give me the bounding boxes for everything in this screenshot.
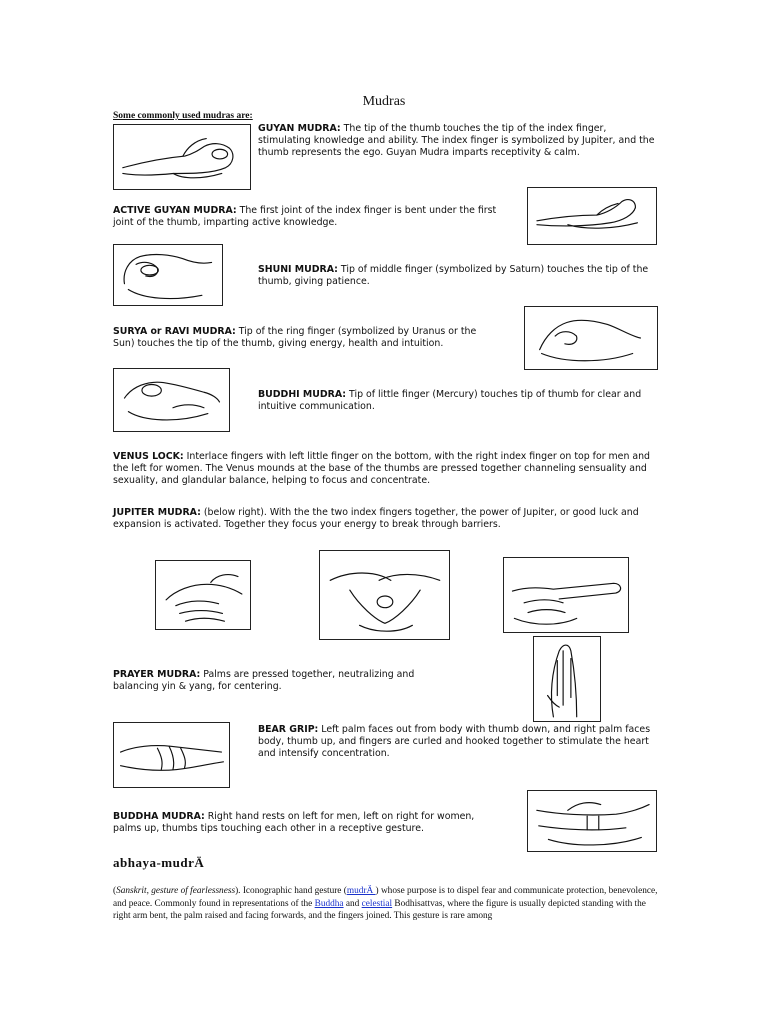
abhaya-p-2: ) whose purpose is to dispel fear and communicate protection, benevolence, and peace. Commonly found in representations of the	[113, 886, 658, 909]
venus-lock-illustration-1	[155, 560, 251, 630]
bear-grip-illustration	[113, 722, 230, 788]
entry-name: PRAYER MUDRA:	[113, 669, 201, 680]
entry-name: SHUNI MUDRA:	[258, 264, 338, 275]
prayer-mudra-illustration	[533, 636, 601, 722]
abhaya-p-italic: Sanskrit, gesture of fearlessness	[116, 886, 236, 896]
buddha-link[interactable]: Buddha	[314, 898, 344, 909]
entry-name: VENUS LOCK:	[113, 451, 184, 462]
entry-name: SURYA or RAVI MUDRA:	[113, 326, 236, 337]
entry-shuni-mudra	[258, 264, 658, 288]
entry-text: The first joint of the index finger is bent under the first joint of the thumb, imparting active knowledge.	[113, 205, 497, 229]
page-title: Mudras	[362, 94, 406, 109]
buddhi-mudra-illustration	[113, 368, 230, 432]
entry-name: JUPITER MUDRA:	[113, 507, 201, 518]
entry-prayer-mudra	[113, 669, 453, 693]
entry-venus-lock	[113, 451, 658, 488]
entry-surya-mudra	[113, 326, 498, 350]
entry-buddhi-mudra	[258, 389, 658, 413]
shuni-mudra-illustration	[113, 244, 223, 306]
entry-name: BUDDHI MUDRA:	[258, 389, 347, 400]
entry-text: Tip of the ring finger (symbolized by Uranus or the Sun) touches the tip of the thumb, giving energy, health and intuition.	[113, 326, 477, 350]
entry-name: GUYAN MUDRA:	[258, 123, 341, 134]
entry-name: BEAR GRIP:	[258, 724, 319, 735]
mudra-link[interactable]: mudrÄ	[346, 886, 376, 896]
surya-mudra-illustration	[524, 306, 658, 370]
entry-text: (below right). With the the two index fingers together, the power of Jupiter, or good luck and expansion is activated. Together they focus your energy to break through barriers.	[113, 507, 639, 531]
entry-text: Tip of little finger (Mercury) touches tip of thumb for clear and intuitive communication.	[258, 389, 642, 413]
abhaya-p-3: and	[343, 898, 362, 909]
active-guyan-mudra-illustration	[527, 187, 657, 245]
entry-name: BUDDHA MUDRA:	[113, 811, 205, 822]
venus-lock-illustration-2	[319, 550, 450, 640]
entry-active-guyan-mudra	[113, 205, 503, 229]
celestial-link[interactable]: celestial	[361, 898, 393, 909]
entry-name: ACTIVE GUYAN MUDRA:	[113, 205, 237, 216]
abhaya-p-1: ). Iconographic hand gesture (	[235, 886, 347, 896]
abhaya-paragraph	[113, 885, 658, 923]
entry-text: Palms are pressed together, neutralizing and balancing yin & yang, for centering.	[113, 669, 415, 693]
jupiter-mudra-illustration	[503, 557, 629, 633]
entry-buddha-mudra	[113, 811, 503, 835]
abhaya-p-4: Bodhisattvas, where the figure is usually depicted standing with the right arm bent, the palm raised and facing forwards, and the fingers joined. This gesture is rare among	[113, 898, 646, 921]
abhaya-heading: abhaya-mudrÄ	[113, 855, 205, 870]
entry-text: Right hand rests on left for men, left on right for women, palms up, thumbs tips touching each other in a receptive gesture.	[113, 811, 475, 835]
entry-text: Tip of middle finger (symbolized by Saturn) touches the tip of the thumb, giving patience.	[258, 264, 649, 288]
subtitle-text: Some commonly used mudras are	[113, 111, 250, 121]
guyan-mudra-illustration	[113, 124, 251, 190]
subtitle-colon: :	[249, 111, 253, 121]
entry-text: Left palm faces out from body with thumb down, and right palm faces body, thumb up, and fingers are curled and hooked together to stimulate the heart and intensify concentration.	[258, 724, 651, 760]
page-subtitle	[113, 111, 253, 121]
entry-text: Interlace fingers with left little finger on the bottom, with the right index finger on top for men and the left for women. The Venus mounds at the base of the thumbs are pressed together channeling sensuality and sexuality, and glandular balance, helping to focus and concentrate.	[113, 451, 651, 487]
entry-bear-grip	[258, 724, 658, 761]
buddha-mudra-illustration	[527, 790, 657, 852]
entry-guyan-mudra	[258, 123, 658, 160]
abhaya-p-open: (	[113, 886, 117, 896]
entry-jupiter-mudra	[113, 507, 658, 531]
entry-text: The tip of the thumb touches the tip of the index finger, stimulating knowledge and ability. The index finger is symbolized by Jupiter, and the thumb represents the ego. Guyan Mudra imparts receptivity & calm.	[258, 123, 655, 159]
